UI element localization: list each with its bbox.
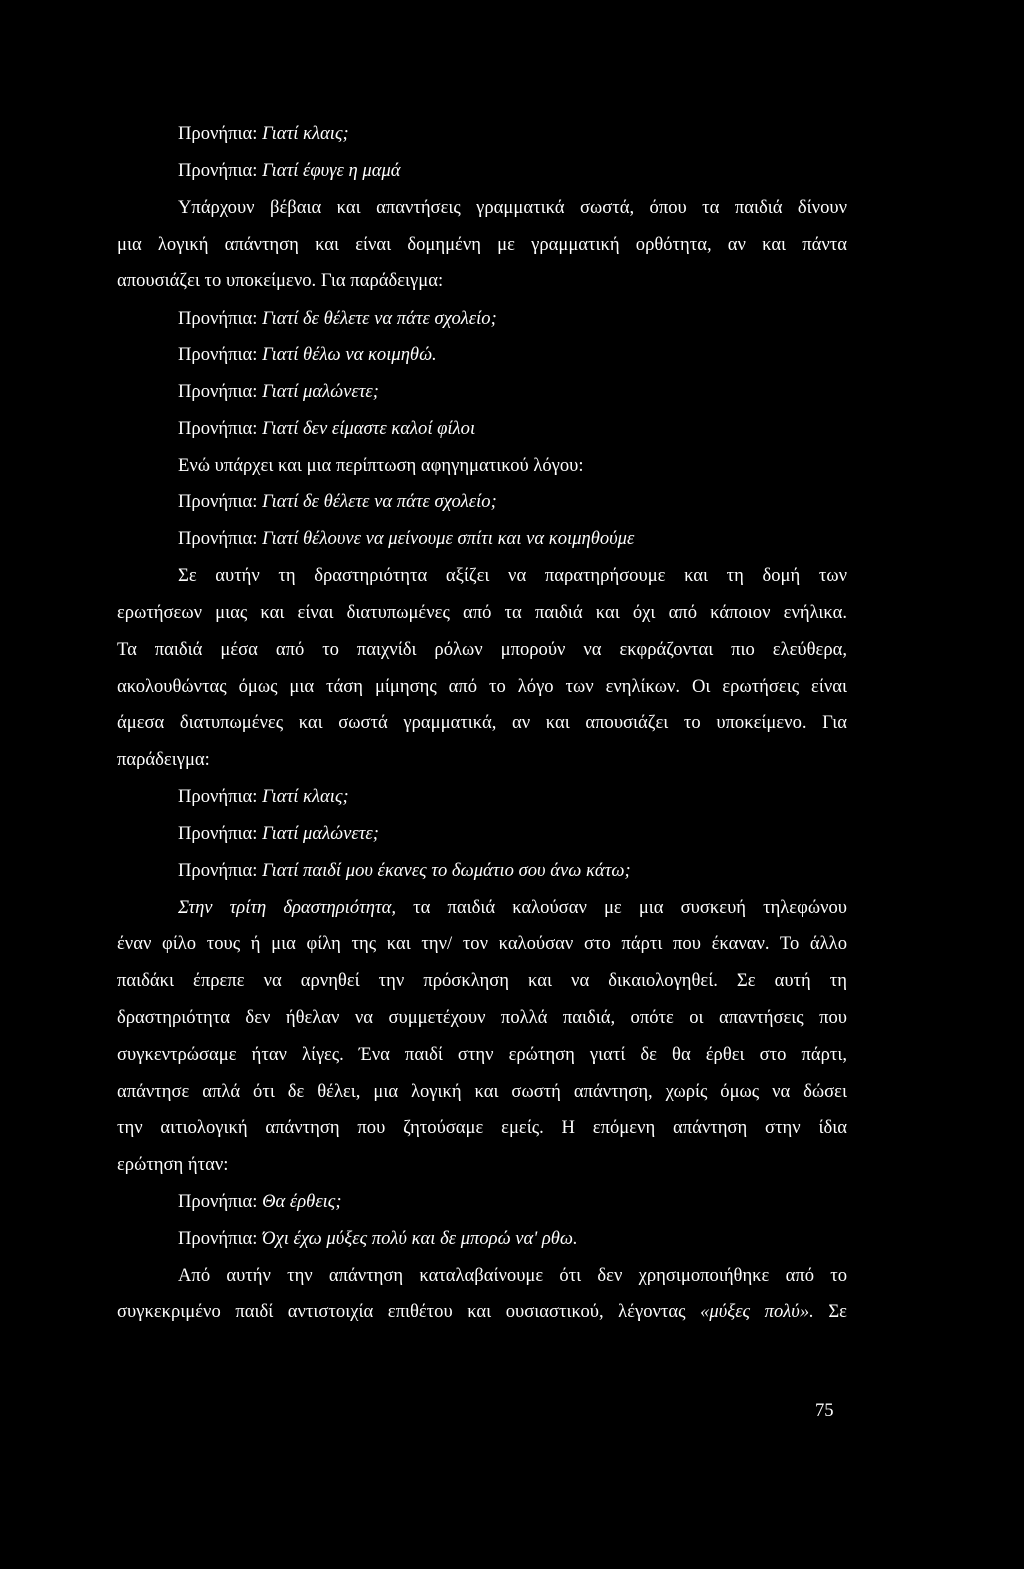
dialogue-text: Γιατί μαλώνετε; (262, 823, 379, 844)
dialogue-text: Γιατί δεν είμαστε καλοί φίλοι (262, 418, 476, 439)
dialogue-text: Γιατί δε θέλετε να πάτε σχολείο; (262, 308, 497, 329)
paragraph-line-22 (178, 897, 847, 919)
dialogue-line-31 (178, 1228, 578, 1250)
paragraph-line-16: ακολουθώντας όμως μια τάση μίμησης από το λόγο των ενηλίκων. Οι ερωτήσεις είναι (117, 676, 847, 697)
dialogue-line-8 (178, 381, 379, 403)
speaker-label: Προνήπια: (178, 344, 263, 365)
dialogue-line-30 (178, 1191, 342, 1213)
dialogue-line-1 (178, 123, 349, 145)
paragraph-line-24: παιδάκι έπρεπε να αρνηθεί την πρόσκληση και να δικαιολογηθεί. Σε αυτή τη (117, 970, 847, 991)
speaker-label: Προνήπια: (178, 308, 263, 329)
paragraph-line-4: μια λογική απάντηση και είναι δομημένη με γραμματική ορθότητα, αν και πάντα (117, 234, 847, 255)
dialogue-line-21 (178, 860, 631, 882)
speaker-label: Προνήπια: (178, 1191, 263, 1212)
paragraph-line-5: απουσιάζει το υποκείμενο. Για παράδειγμα: (117, 270, 444, 291)
dialogue-line-7 (178, 344, 437, 366)
dialogue-text: Γιατί θέλω να κοιμηθώ. (262, 344, 437, 365)
paragraph-line-25: δραστηριότητα δεν ήθελαν να συμμετέχουν πολλά παιδιά, οπότε οι απαντήσεις που (117, 1007, 847, 1028)
dialogue-text: Όχι έχω μύξες πολύ και δε μπορώ να' ρθω. (262, 1228, 578, 1249)
dialogue-line-19 (178, 786, 349, 808)
paragraph-line-17: άμεσα διατυπωμένες και σωστά γραμματικά, αν και απουσιάζει το υποκείμενο. Για (117, 712, 847, 733)
speaker-label: Προνήπια: (178, 123, 263, 144)
body-text: τα παιδιά καλούσαν με μια συσκευή τηλεφώνου (396, 897, 847, 918)
quoted-phrase: «μύξες πολύ». (700, 1301, 814, 1322)
page-number: 75 (815, 1400, 834, 1421)
paragraph-line-13: Σε αυτήν τη δραστηριότητα αξίζει να παρατηρήσουμε και τη δομή των (178, 565, 847, 586)
dialogue-line-12 (178, 528, 634, 550)
body-text: συγκεκριμένο παιδί αντιστοιχία επιθέτου και ουσιαστικού, λέγοντας (117, 1301, 701, 1322)
paragraph-line-10: Ενώ υπάρχει και μια περίπτωση αφηγηματικού λόγου: (178, 455, 584, 476)
paragraph-line-15: Τα παιδιά μέσα από το παιχνίδι ρόλων μπορούν να εκφράζονται πιο ελεύθερα, (117, 639, 847, 660)
dialogue-text: Θα έρθεις; (262, 1191, 342, 1212)
dialogue-line-11 (178, 491, 497, 513)
paragraph-line-18: παράδειγμα: (117, 749, 210, 770)
dialogue-line-6 (178, 308, 497, 330)
speaker-label: Προνήπια: (178, 491, 263, 512)
speaker-label: Προνήπια: (178, 381, 263, 402)
paragraph-line-29: ερώτηση ήταν: (117, 1154, 229, 1175)
dialogue-text: Γιατί κλαις; (262, 786, 349, 807)
paragraph-line-14: ερωτήσεων μιας και είναι διατυπωμένες από τα παιδιά και όχι από κάποιον ενήλικα. (117, 602, 847, 623)
dialogue-text: Γιατί μαλώνετε; (262, 381, 379, 402)
emphasis-text: Στην τρίτη δραστηριότητα, (178, 897, 397, 918)
speaker-label: Προνήπια: (178, 1228, 263, 1249)
paragraph-line-32: Από αυτήν την απάντηση καταλαβαίνουμε ότι δεν χρησιμοποιήθηκε από το (178, 1265, 847, 1286)
dialogue-text: Γιατί παιδί μου έκανες το δωμάτιο σου άνω κάτω; (262, 860, 631, 881)
paragraph-line-23: έναν φίλο τους ή μια φίλη της και την/ τον καλούσαν στο πάρτι που έκαναν. Το άλλο (117, 933, 847, 954)
dialogue-text: Γιατί έφυγε η μαμά (262, 160, 401, 181)
dialogue-line-2 (178, 160, 401, 182)
dialogue-line-9 (178, 418, 475, 440)
paragraph-line-3: Υπάρχουν βέβαια και απαντήσεις γραμματικά σωστά, όπου τα παιδιά δίνουν (178, 197, 847, 218)
dialogue-text: Γιατί δε θέλετε να πάτε σχολείο; (262, 491, 497, 512)
paragraph-line-28: την αιτιολογική απάντηση που ζητούσαμε εμείς. Η επόμενη απάντηση στην ίδια (117, 1117, 847, 1138)
dialogue-text: Γιατί θέλουνε να μείνουμε σπίτι και να κοιμηθούμε (262, 528, 635, 549)
speaker-label: Προνήπια: (178, 160, 263, 181)
speaker-label: Προνήπια: (178, 418, 263, 439)
dialogue-line-20 (178, 823, 379, 845)
body-text: Σε (813, 1301, 847, 1322)
paragraph-line-33 (117, 1301, 847, 1323)
speaker-label: Προνήπια: (178, 786, 263, 807)
speaker-label: Προνήπια: (178, 860, 263, 881)
dialogue-text: Γιατί κλαις; (262, 123, 349, 144)
paragraph-line-26: συγκεντρώσαμε ήταν λίγες. Ένα παιδί στην ερώτηση γιατί δε θα έρθει στο πάρτι, (117, 1044, 847, 1065)
paragraph-line-27: απάντησε απλά ότι δε θέλει, μια λογική και σωστή απάντηση, χωρίς όμως να δώσει (117, 1081, 847, 1102)
speaker-label: Προνήπια: (178, 528, 263, 549)
speaker-label: Προνήπια: (178, 823, 263, 844)
